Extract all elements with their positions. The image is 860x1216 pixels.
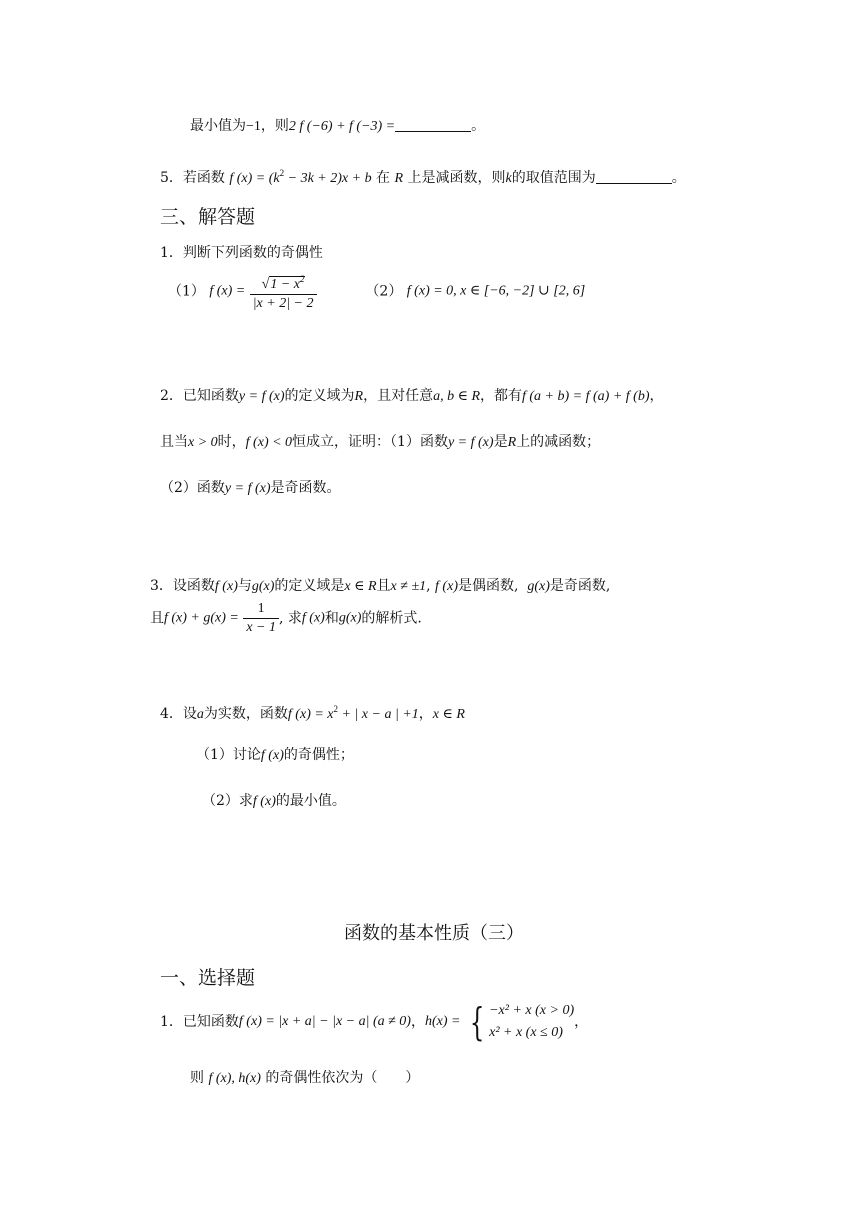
- text: 且: [376, 578, 391, 594]
- problem-4-line-3: [202, 791, 346, 812]
- answer-blank: [395, 117, 471, 132]
- text: ，则: [260, 118, 289, 134]
- label: （2）: [365, 283, 403, 300]
- fraction: [243, 600, 279, 637]
- text: 。: [471, 118, 486, 134]
- math: −1: [246, 119, 261, 134]
- problem-3-line-2: [150, 600, 422, 646]
- text: 1．已知函数: [160, 1014, 239, 1030]
- math: R: [354, 389, 364, 404]
- text: （2）求: [202, 793, 253, 809]
- math: y = f (x): [238, 389, 285, 404]
- math: 1 − x: [270, 277, 301, 292]
- text: 是奇函数,: [549, 578, 611, 594]
- problem-4-line-2: [196, 745, 354, 766]
- text: ，: [418, 706, 433, 722]
- text: 且当: [160, 434, 188, 450]
- math: x ∈ R: [432, 707, 465, 722]
- text: 在: [376, 170, 391, 186]
- problem-2-line-1: [160, 386, 663, 407]
- fraction-denominator: |x + 2| − 2: [250, 294, 317, 313]
- math: f (x): [260, 748, 284, 763]
- math: g(x): [251, 579, 275, 594]
- text: 时，: [217, 434, 246, 450]
- problem-2-line-2: [160, 432, 600, 453]
- math: 2: [279, 168, 285, 178]
- math: g(x): [338, 610, 362, 626]
- math: a: [196, 707, 204, 722]
- math: k: [505, 171, 512, 186]
- text: , 求: [279, 610, 302, 627]
- math: a, b ∈ R: [433, 389, 480, 404]
- piecewise-cases: [489, 1000, 574, 1044]
- math: f (x): [435, 579, 458, 594]
- left-brace: {: [469, 1000, 485, 1044]
- math: f (x): [301, 610, 325, 626]
- math: f (x) =: [209, 283, 246, 299]
- section-heading-3: 三、解答题: [160, 206, 256, 228]
- text: 与: [237, 578, 252, 594]
- fraction-numerator: 1: [257, 601, 265, 616]
- math: f (x) = 0, x ∈ [−6, −2] ∪ [2, 6]: [406, 283, 586, 299]
- text: 上是减函数，则: [407, 170, 506, 186]
- math: f (a + b) = f (a) + f (b): [522, 389, 650, 404]
- text: 3．设函数: [150, 578, 215, 594]
- math: f (x) < 0: [245, 435, 293, 450]
- case-row: −x² + x (x > 0): [489, 1003, 575, 1018]
- text: 是奇函数。: [270, 480, 341, 496]
- math: R: [507, 435, 517, 450]
- fraction: [250, 270, 317, 313]
- radicand: [269, 276, 304, 292]
- problem-2-line-3: [160, 478, 341, 499]
- text: ，都有: [480, 388, 522, 404]
- label: （1）: [168, 283, 205, 300]
- text: 最小值为: [190, 118, 246, 134]
- text: 的最小值。: [275, 793, 346, 809]
- math: f (x) + g(x) =: [164, 610, 239, 626]
- fraction-denominator: x − 1: [243, 618, 279, 637]
- text: 是偶函数,: [457, 578, 519, 594]
- math: f (x): [252, 794, 276, 809]
- math: h(x) =: [424, 1014, 461, 1029]
- question-5: [160, 163, 686, 189]
- mc-question-1-line-2: [190, 1068, 419, 1089]
- text: ，且对任意: [363, 388, 434, 404]
- math: f (x) = x: [287, 707, 334, 722]
- math: f (x) = (k: [229, 171, 280, 186]
- text: 5．若函数: [160, 170, 225, 186]
- fraction-numerator: $√1 - x^2$: [261, 274, 305, 292]
- text: 的解析式.: [361, 610, 422, 627]
- math: f (x) = |x + a| − |x − a| (a ≠ 0): [238, 1014, 411, 1029]
- text: 的奇偶性依次为（ ）: [265, 1070, 420, 1086]
- text: （1）讨论: [196, 747, 261, 763]
- text: 的定义域为: [284, 388, 355, 404]
- text: ,: [426, 578, 431, 594]
- text: （2）函数: [160, 480, 225, 496]
- math: 2: [333, 704, 339, 714]
- mc-question-1-line-1: [160, 1000, 588, 1062]
- math: g(x): [527, 579, 550, 594]
- text: 。: [671, 170, 686, 186]
- text: 和: [324, 610, 339, 627]
- text: 2．已知函数: [160, 388, 239, 404]
- text: 的定义域是: [274, 578, 345, 594]
- math: + | x − a | +1: [338, 707, 419, 722]
- prev-question-tail: [190, 116, 485, 137]
- problem-1-parts: [168, 270, 585, 320]
- section-heading-1: 一、选择题: [160, 967, 256, 989]
- text: ，: [574, 1014, 589, 1030]
- text: 为实数，函数: [203, 706, 288, 722]
- math: 2 f (−6) + f (−3) =: [288, 119, 396, 134]
- text: ，: [410, 1014, 425, 1030]
- math: x > 0: [188, 435, 218, 450]
- problem-1-title: 1．判断下列函数的奇偶性: [160, 245, 323, 261]
- text: 恒成立，证明：（1）函数: [292, 434, 448, 450]
- case-row: x² + x (x ≤ 0): [489, 1025, 563, 1040]
- math: x ≠ ±1: [390, 579, 427, 594]
- text: ，: [649, 388, 664, 404]
- math: y = f (x): [447, 435, 494, 450]
- text: 的奇偶性；: [283, 747, 354, 763]
- text: 上的减函数；: [516, 434, 601, 450]
- math: f (x): [214, 579, 238, 594]
- text: 且: [150, 610, 164, 627]
- math: R: [394, 171, 404, 186]
- math: y = f (x): [224, 481, 271, 496]
- answer-blank: [596, 169, 672, 184]
- math: − 3k + 2)x + b: [284, 171, 372, 186]
- text: 则: [190, 1070, 204, 1086]
- problem-3-line-1: [150, 576, 610, 597]
- math: f (x), h(x): [208, 1071, 261, 1086]
- chapter-title: 函数的基本性质（三）: [344, 923, 524, 944]
- math: 2: [300, 274, 305, 284]
- problem-4-line-1: [160, 699, 465, 725]
- text: 是: [493, 434, 508, 450]
- text: 的取值范围为: [511, 170, 596, 186]
- math: x ∈ R: [344, 579, 377, 594]
- text: 4．设: [160, 706, 197, 722]
